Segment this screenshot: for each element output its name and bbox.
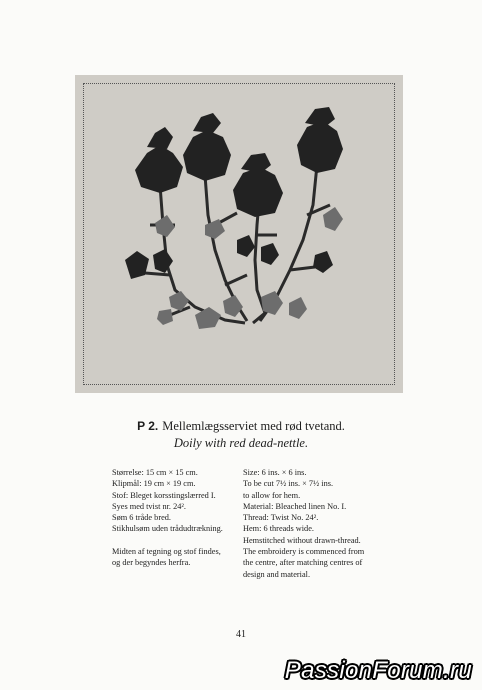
spec-line: the centre, after matching centres of (243, 558, 363, 568)
english-specs (243, 467, 364, 580)
note-line: og der begyndes herfra. (112, 558, 191, 568)
spec-line: Søm 6 tråde bred. (112, 513, 171, 523)
page-number: 41 (236, 629, 246, 640)
note-line: Midten af tegning og stof findes, (112, 546, 221, 556)
spec-line: Thread: Twist No. 24². (243, 513, 319, 523)
spec-line: To be cut 7½ ins. × 7½ ins. (243, 479, 334, 489)
english-title: Doily with red dead-nettle. (173, 436, 309, 450)
spec-line: Klipmål: 19 cm × 19 cm. (112, 479, 196, 489)
watermark-logo: PassionForum.ru (284, 657, 472, 684)
spec-line: Stof: Bleget korsstingslærred I. (112, 490, 216, 500)
danish-specs (112, 467, 223, 568)
pattern-code: P 2. (137, 419, 159, 433)
spec-line: Hemstitched without drawn-thread. (243, 535, 361, 545)
caption-danish (0, 419, 482, 434)
spec-line: Syes med tvist nr. 24². (112, 501, 186, 511)
spec-line: design and material. (243, 569, 311, 579)
spec-line: Size: 6 ins. × 6 ins. (243, 468, 307, 477)
spec-line: to allow for hem. (243, 490, 301, 500)
danish-title: Mellemlægsserviet med rød tvetand. (162, 419, 345, 433)
spec-line: Material: Bleached linen No. I. (243, 501, 347, 511)
spec-line: The embroidery is commenced from (243, 547, 365, 557)
spec-line: Størrelse: 15 cm × 15 cm. (112, 468, 198, 477)
dead-nettle-embroidery (75, 75, 403, 393)
spec-line: Stikhulsøm uden trådudtrækning. (112, 524, 223, 534)
spec-line: Hem: 6 threads wide. (243, 524, 314, 534)
embroidery-photo (75, 75, 403, 393)
